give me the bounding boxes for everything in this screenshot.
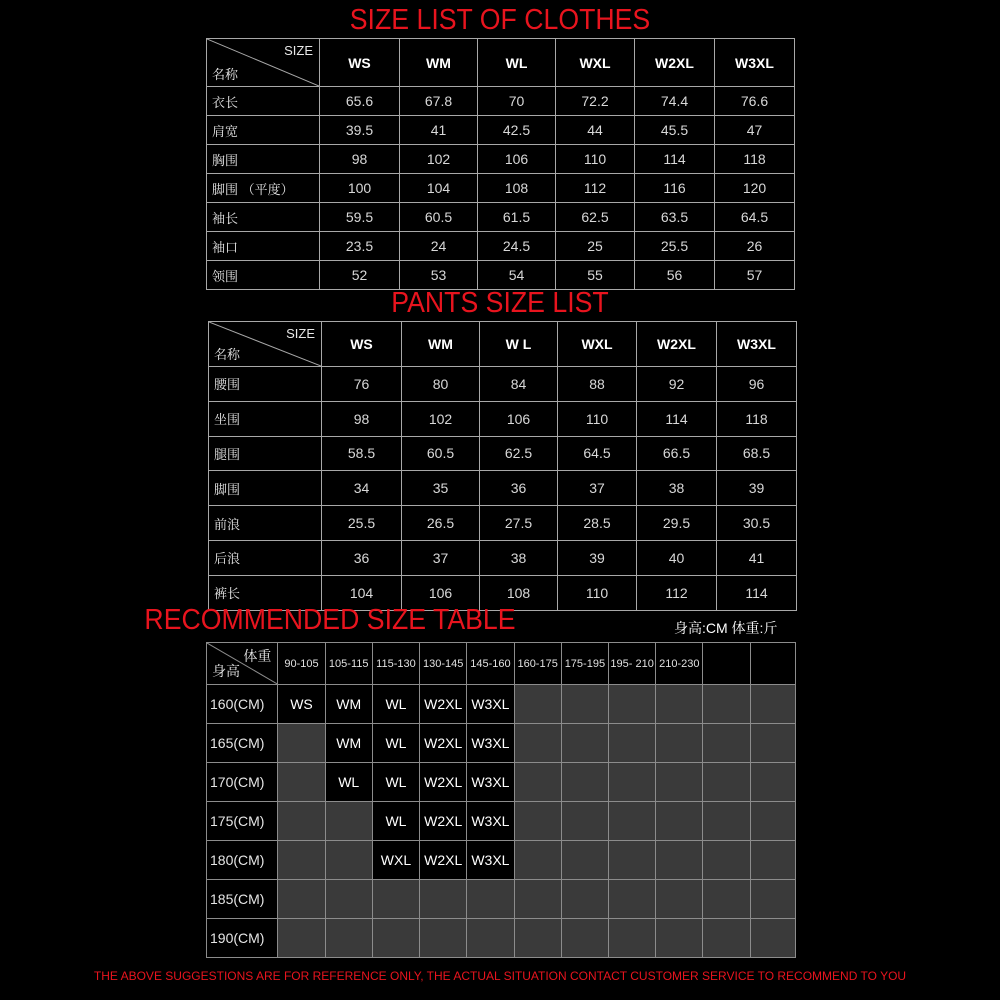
measure-cell: 52 (320, 261, 400, 290)
measure-cell: 106 (402, 575, 480, 610)
empty-cell (278, 841, 325, 880)
table-row (207, 261, 795, 290)
measure-cell: 102 (402, 401, 480, 436)
table-row (209, 471, 797, 506)
empty-cell (561, 685, 608, 724)
empty-cell (609, 841, 656, 880)
size-header-wxl: WXL (558, 322, 637, 367)
empty-cell (514, 841, 561, 880)
header-row (209, 322, 797, 367)
measure-cell: 112 (556, 174, 635, 203)
table-row (207, 174, 795, 203)
corner-name-label: 名称 (212, 67, 239, 82)
table-row (207, 763, 796, 802)
measure-cell: 23.5 (320, 232, 400, 261)
measure-cell: 38 (637, 471, 717, 506)
size-header-w3xl: W3XL (717, 322, 797, 367)
empty-cell (609, 880, 656, 919)
measure-cell: 106 (478, 145, 556, 174)
empty-cell (609, 685, 656, 724)
table-row (207, 685, 796, 724)
empty-cell (325, 880, 372, 919)
recommended-size-cell: W2XL (420, 763, 467, 802)
recommended-size-cell: W2XL (420, 802, 467, 841)
measure-cell: 61.5 (478, 203, 556, 232)
measure-cell: 57 (715, 261, 795, 290)
measure-cell: 41 (400, 116, 478, 145)
size-header-w3xl: W3XL (715, 39, 795, 87)
row-label: 肩宽 (207, 116, 320, 145)
recommended-title: RECOMMENDED SIZE TABLE (144, 604, 516, 636)
measure-cell: 40 (637, 540, 717, 575)
measure-cell: 30.5 (717, 506, 797, 541)
height-label: 160(CM) (207, 685, 278, 724)
recommended-size-cell: WXL (372, 841, 419, 880)
header-row (207, 643, 796, 685)
measure-cell: 62.5 (556, 203, 635, 232)
empty-cell (609, 724, 656, 763)
measure-cell: 84 (480, 367, 558, 402)
corner-weight-label: 体重 (243, 648, 272, 664)
table-row (209, 540, 797, 575)
measure-cell: 26.5 (402, 506, 480, 541)
measure-cell: 72.2 (556, 87, 635, 116)
size-header-wl: WL (478, 39, 556, 87)
empty-cell (703, 880, 750, 919)
corner-height-label: 身高 (212, 663, 240, 679)
empty-cell (703, 763, 750, 802)
table-row (207, 203, 795, 232)
empty-cell (703, 685, 750, 724)
weight-header: 115-130 (372, 643, 419, 685)
empty-cell (703, 919, 750, 958)
measure-cell: 112 (637, 575, 717, 610)
empty-cell (420, 919, 467, 958)
measure-cell: 65.6 (320, 87, 400, 116)
empty-cell (656, 685, 703, 724)
measure-cell: 62.5 (480, 436, 558, 471)
measure-cell: 56 (635, 261, 715, 290)
measure-cell: 54 (478, 261, 556, 290)
height-label: 175(CM) (207, 802, 278, 841)
measure-cell: 92 (637, 367, 717, 402)
recommended-size-cell: W3XL (467, 802, 514, 841)
empty-cell (656, 880, 703, 919)
measure-cell: 110 (556, 145, 635, 174)
measure-cell: 53 (400, 261, 478, 290)
measure-cell: 38 (480, 540, 558, 575)
weight-header (703, 643, 750, 685)
pants-size-table (208, 321, 797, 611)
size-header-ws: WS (320, 39, 400, 87)
table-row (209, 401, 797, 436)
weight-header: 175-195 (561, 643, 608, 685)
measure-cell: 68.5 (717, 436, 797, 471)
weight-header: 210-230 (656, 643, 703, 685)
empty-cell (325, 802, 372, 841)
row-label: 脚围 （平度） (207, 174, 320, 203)
empty-cell (656, 763, 703, 802)
recommended-size-cell: WL (325, 763, 372, 802)
footer-disclaimer: THE ABOVE SUGGESTIONS ARE FOR REFERENCE ONLY, THE ACTUAL SITUATION CONTACT CUSTOMER SERVICE TO RECOMMEND TO YOU (93, 969, 907, 983)
measure-cell: 25 (556, 232, 635, 261)
empty-cell (278, 763, 325, 802)
empty-cell (514, 802, 561, 841)
empty-cell (278, 880, 325, 919)
measure-cell: 58.5 (322, 436, 402, 471)
recommended-size-cell: W3XL (467, 724, 514, 763)
empty-cell (750, 880, 795, 919)
empty-cell (372, 919, 419, 958)
measure-cell: 44 (556, 116, 635, 145)
corner-cell (207, 39, 320, 87)
measure-cell: 29.5 (637, 506, 717, 541)
measure-cell: 39 (717, 471, 797, 506)
measure-cell: 74.4 (635, 87, 715, 116)
empty-cell (750, 724, 795, 763)
measure-cell: 76.6 (715, 87, 795, 116)
table-row (207, 841, 796, 880)
measure-cell: 106 (480, 401, 558, 436)
table-row (207, 724, 796, 763)
table-row (207, 232, 795, 261)
corner-size-label: SIZE (284, 43, 313, 58)
empty-cell (372, 880, 419, 919)
empty-cell (467, 880, 514, 919)
weight-header: 160-175 (514, 643, 561, 685)
measure-cell: 41 (717, 540, 797, 575)
empty-cell (656, 841, 703, 880)
recommended-size-cell: W2XL (420, 841, 467, 880)
header-row (207, 39, 795, 87)
table-row (207, 145, 795, 174)
size-header-wxl: WXL (556, 39, 635, 87)
row-label: 腿围 (209, 436, 322, 471)
recommended-size-cell: WL (372, 763, 419, 802)
measure-cell: 104 (400, 174, 478, 203)
empty-cell (609, 763, 656, 802)
measure-cell: 37 (402, 540, 480, 575)
empty-cell (325, 919, 372, 958)
row-label: 胸围 (207, 145, 320, 174)
height-label: 180(CM) (207, 841, 278, 880)
empty-cell (656, 724, 703, 763)
measure-cell: 59.5 (320, 203, 400, 232)
size-header-wm: WM (400, 39, 478, 87)
empty-cell (420, 880, 467, 919)
table-row (207, 802, 796, 841)
empty-cell (561, 880, 608, 919)
measure-cell: 96 (717, 367, 797, 402)
measure-cell: 98 (322, 401, 402, 436)
measure-cell: 70 (478, 87, 556, 116)
empty-cell (750, 763, 795, 802)
height-label: 185(CM) (207, 880, 278, 919)
measure-cell: 24 (400, 232, 478, 261)
empty-cell (514, 919, 561, 958)
empty-cell (325, 841, 372, 880)
measure-cell: 108 (478, 174, 556, 203)
corner-name-label: 名称 (214, 347, 241, 362)
row-label: 脚围 (209, 471, 322, 506)
measure-cell: 76 (322, 367, 402, 402)
measure-cell: 47 (715, 116, 795, 145)
row-label: 后浪 (209, 540, 322, 575)
recommended-size-cell: W3XL (467, 763, 514, 802)
recommended-size-table (206, 642, 796, 958)
corner-cell (209, 322, 322, 367)
table-row (209, 506, 797, 541)
empty-cell (609, 919, 656, 958)
table-row (207, 116, 795, 145)
pants-title: PANTS SIZE LIST (391, 287, 609, 319)
clothes-title: SIZE LIST OF CLOTHES (349, 4, 651, 36)
table-row (209, 367, 797, 402)
empty-cell (278, 802, 325, 841)
empty-cell (609, 802, 656, 841)
recommended-size-cell: WM (325, 685, 372, 724)
measure-cell: 26 (715, 232, 795, 261)
empty-cell (703, 841, 750, 880)
size-header-w2xl: W2XL (635, 39, 715, 87)
measure-cell: 64.5 (715, 203, 795, 232)
measure-cell: 37 (558, 471, 637, 506)
weight-header: 130-145 (420, 643, 467, 685)
empty-cell (514, 763, 561, 802)
measure-cell: 35 (402, 471, 480, 506)
measure-cell: 104 (322, 575, 402, 610)
measure-cell: 116 (635, 174, 715, 203)
empty-cell (467, 919, 514, 958)
measure-cell: 120 (715, 174, 795, 203)
measure-cell: 100 (320, 174, 400, 203)
empty-cell (750, 685, 795, 724)
measure-cell: 34 (322, 471, 402, 506)
recommended-size-cell: W2XL (420, 685, 467, 724)
measure-cell: 28.5 (558, 506, 637, 541)
empty-cell (561, 841, 608, 880)
weight-header: 145-160 (467, 643, 514, 685)
row-label: 前浪 (209, 506, 322, 541)
corner-size-label: SIZE (286, 326, 315, 341)
empty-cell (703, 802, 750, 841)
measure-cell: 108 (480, 575, 558, 610)
empty-cell (703, 724, 750, 763)
row-label: 领围 (207, 261, 320, 290)
table-row (209, 436, 797, 471)
empty-cell (561, 919, 608, 958)
measure-cell: 60.5 (402, 436, 480, 471)
measure-cell: 55 (556, 261, 635, 290)
recommended-size-cell: WS (278, 685, 325, 724)
measure-cell: 36 (480, 471, 558, 506)
recommended-size-cell: WL (372, 724, 419, 763)
measure-cell: 42.5 (478, 116, 556, 145)
measure-cell: 67.8 (400, 87, 478, 116)
row-label: 衣长 (207, 87, 320, 116)
measure-cell: 39 (558, 540, 637, 575)
empty-cell (750, 841, 795, 880)
measure-cell: 110 (558, 401, 637, 436)
empty-cell (561, 802, 608, 841)
measure-cell: 39.5 (320, 116, 400, 145)
weight-header: 195- 210 (609, 643, 656, 685)
height-label: 190(CM) (207, 919, 278, 958)
row-label: 腰围 (209, 367, 322, 402)
clothes-size-table (206, 38, 795, 290)
measure-cell: 98 (320, 145, 400, 174)
height-label: 165(CM) (207, 724, 278, 763)
empty-cell (514, 880, 561, 919)
recommended-size-cell: WM (325, 724, 372, 763)
empty-cell (278, 724, 325, 763)
empty-cell (514, 685, 561, 724)
measure-cell: 66.5 (637, 436, 717, 471)
measure-cell: 114 (717, 575, 797, 610)
recommended-size-cell: WL (372, 802, 419, 841)
measure-cell: 45.5 (635, 116, 715, 145)
table-row (207, 87, 795, 116)
weight-header (750, 643, 795, 685)
measure-cell: 25.5 (635, 232, 715, 261)
measure-cell: 63.5 (635, 203, 715, 232)
height-label: 170(CM) (207, 763, 278, 802)
measure-cell: 114 (635, 145, 715, 174)
measure-cell: 64.5 (558, 436, 637, 471)
empty-cell (656, 802, 703, 841)
empty-cell (656, 919, 703, 958)
table-row (207, 919, 796, 958)
measure-cell: 114 (637, 401, 717, 436)
table-row (207, 880, 796, 919)
empty-cell (750, 919, 795, 958)
size-header-ws: WS (322, 322, 402, 367)
recommended-size-cell: W2XL (420, 724, 467, 763)
recommended-size-cell: W3XL (467, 685, 514, 724)
corner-cell (207, 643, 278, 685)
measure-cell: 80 (402, 367, 480, 402)
measure-cell: 24.5 (478, 232, 556, 261)
empty-cell (514, 724, 561, 763)
row-label: 坐围 (209, 401, 322, 436)
empty-cell (561, 724, 608, 763)
measure-cell: 118 (715, 145, 795, 174)
measure-cell: 118 (717, 401, 797, 436)
weight-header: 105-115 (325, 643, 372, 685)
measure-cell: 102 (400, 145, 478, 174)
empty-cell (561, 763, 608, 802)
measure-cell: 25.5 (322, 506, 402, 541)
size-header-wm: WM (402, 322, 480, 367)
weight-header: 90-105 (278, 643, 325, 685)
measure-cell: 88 (558, 367, 637, 402)
measure-cell: 27.5 (480, 506, 558, 541)
row-label: 裤长 (209, 575, 322, 610)
size-header-w2xl: W2XL (637, 322, 717, 367)
measure-cell: 110 (558, 575, 637, 610)
measure-cell: 36 (322, 540, 402, 575)
recommended-size-cell: W3XL (467, 841, 514, 880)
recommended-size-cell: WL (372, 685, 419, 724)
row-label: 袖长 (207, 203, 320, 232)
recommended-units-note: 身高:CM 体重:斤 (674, 620, 778, 636)
row-label: 袖口 (207, 232, 320, 261)
empty-cell (278, 919, 325, 958)
empty-cell (750, 802, 795, 841)
size-header-wl: W L (480, 322, 558, 367)
measure-cell: 60.5 (400, 203, 478, 232)
